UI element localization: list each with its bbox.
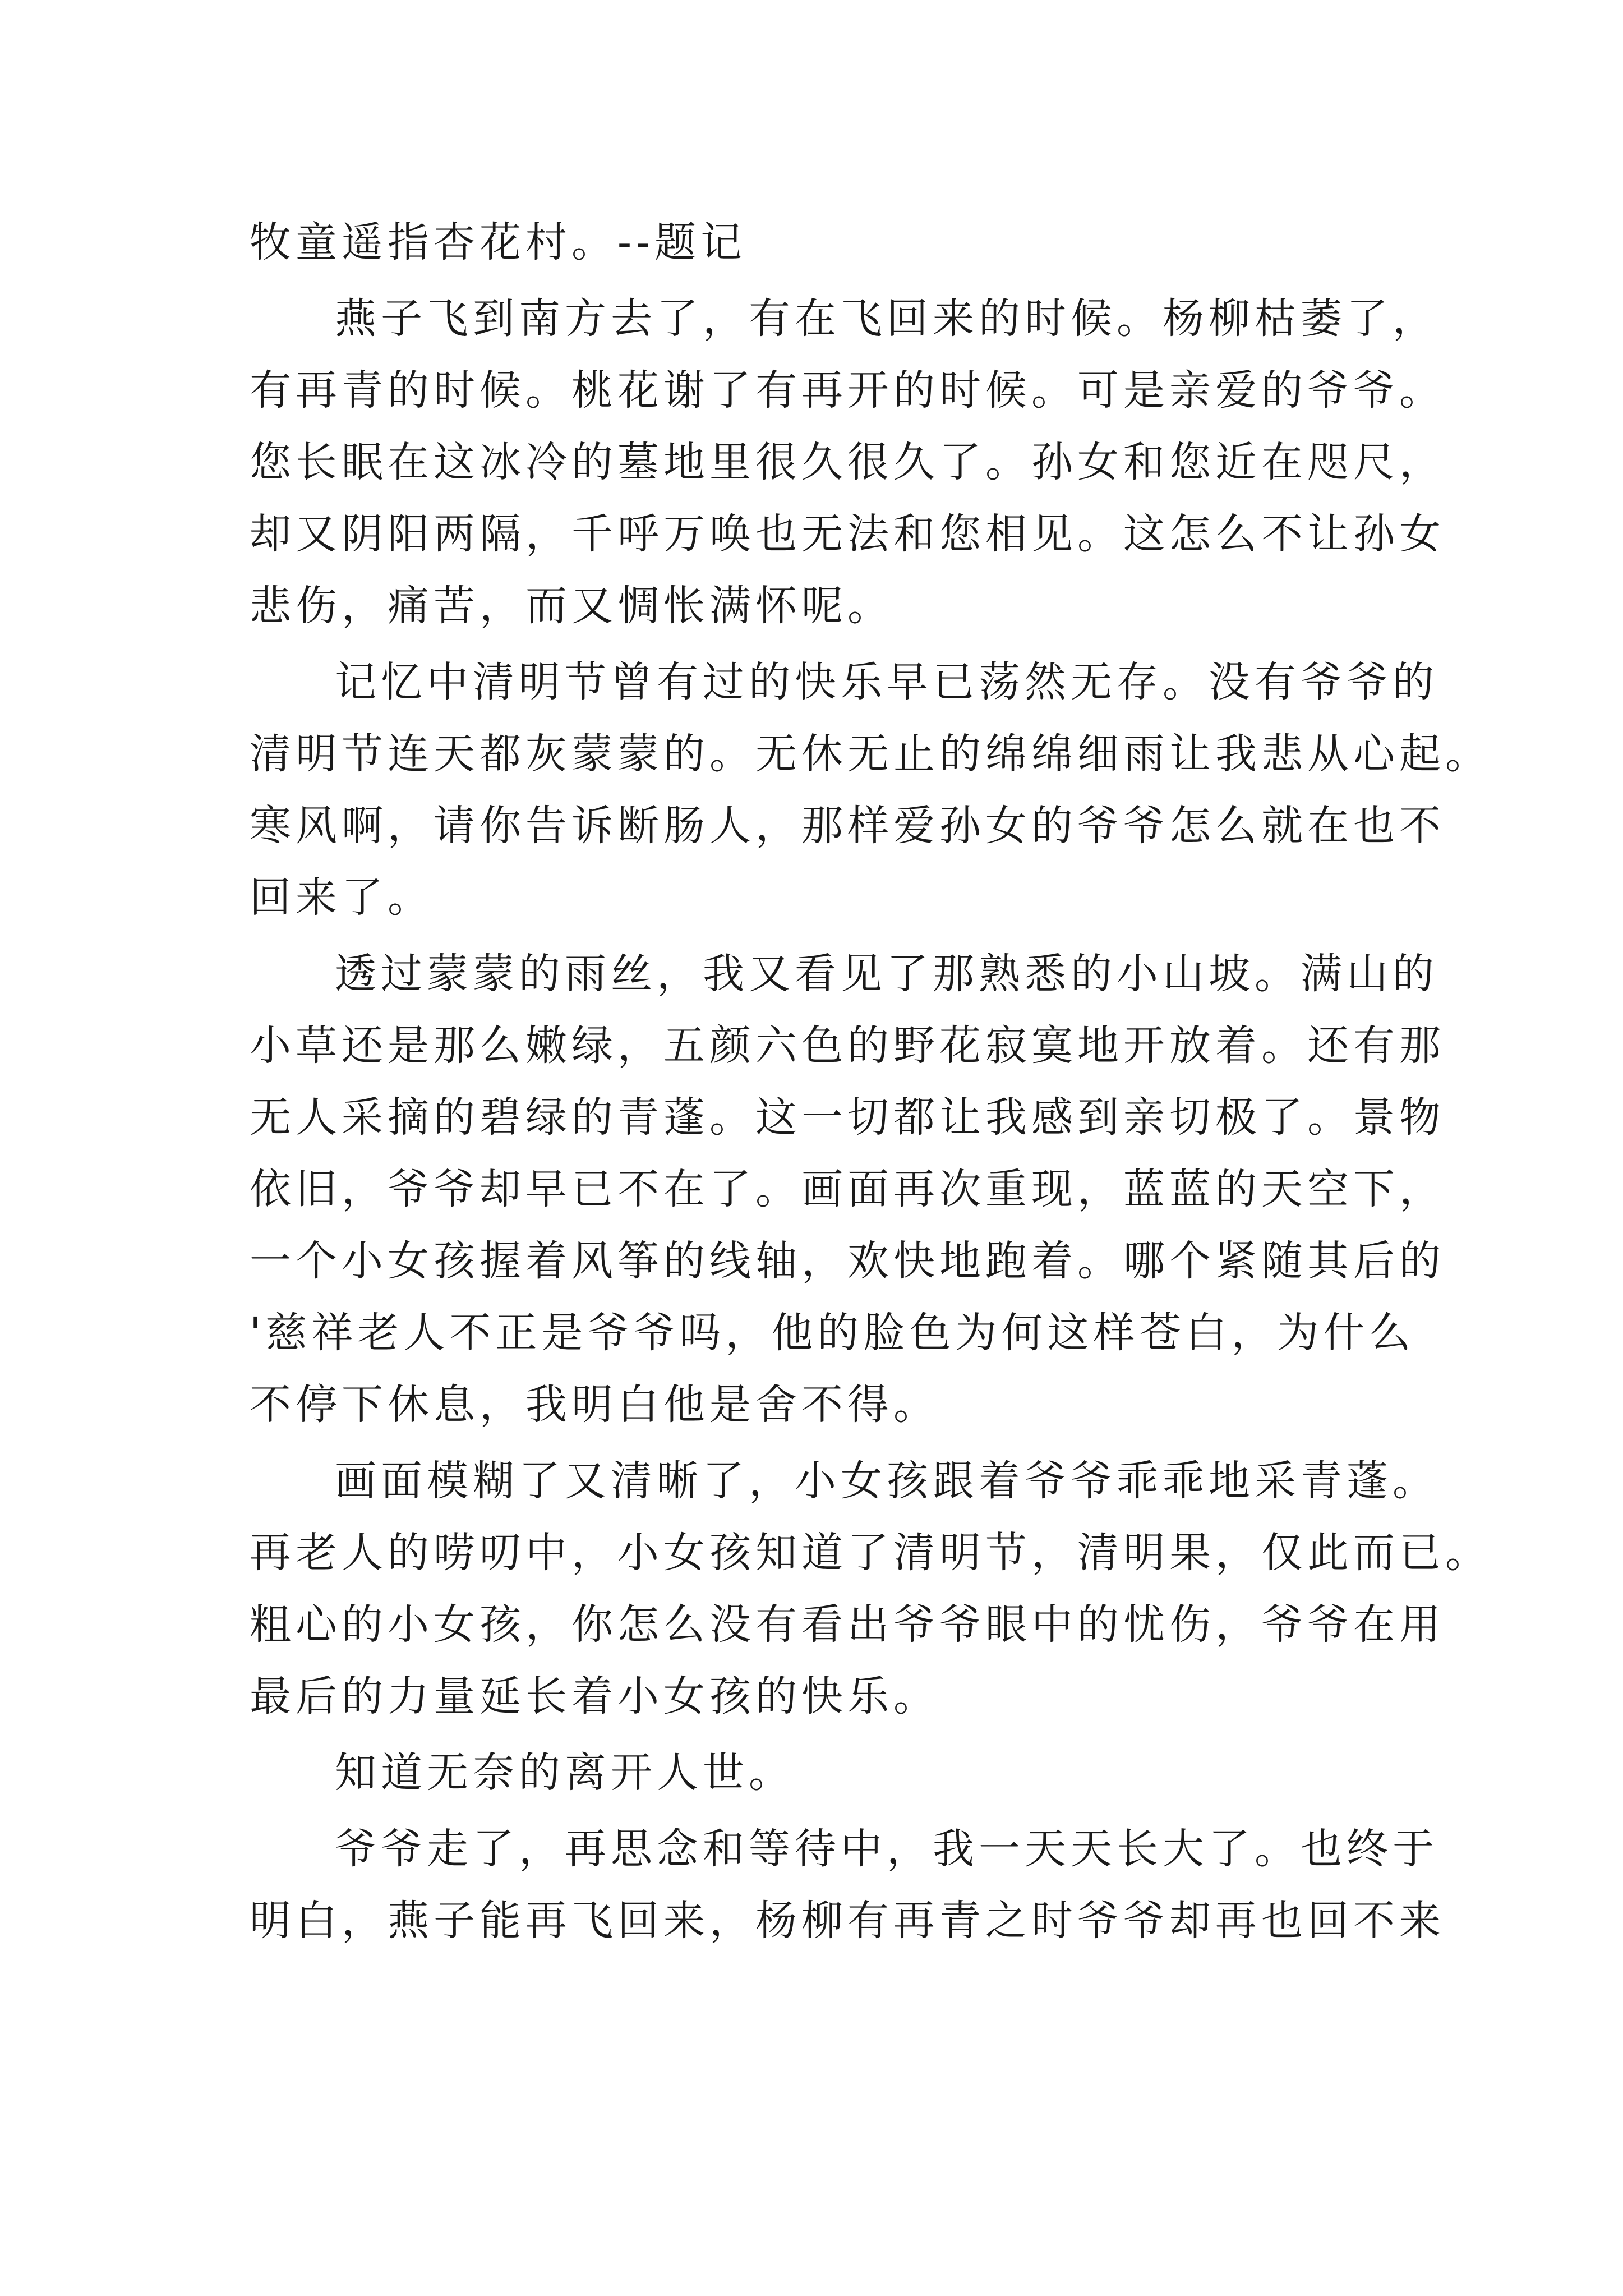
text-line: 清明节连天都灰蒙蒙的。无休无止的绵绵细雨让我悲从心起。 (250, 730, 1491, 778)
text-line: 透过蒙蒙的雨丝，我又看见了那熟悉的小山坡。满山的 (335, 950, 1438, 998)
text-line: 再老人的唠叨中，小女孩知道了清明节，清明果，仅此而已。 (250, 1529, 1491, 1577)
text-line: 燕子飞到南方去了，有在飞回来的时候。杨柳枯萎了， (335, 295, 1438, 343)
text-line: 粗心的小女孩，你怎么没有看出爷爷眼中的忧伤，爷爷在用 (250, 1600, 1445, 1649)
text-line: 不停下休息，我明白他是舍不得。 (250, 1381, 939, 1429)
text-line: 知道无奈的离开人世。 (335, 1749, 795, 1797)
text-line: 画面模糊了又清晰了，小女孩跟着爷爷乖乖地采青蓬。 (335, 1457, 1438, 1505)
text-line: 您长眠在这冰冷的墓地里很久很久了。孙女和您近在咫尺， (250, 438, 1445, 486)
text-line: 寒风啊，请你告诉断肠人，那样爱孙女的爷爷怎么就在也不 (250, 802, 1445, 850)
text-line: 爷爷走了，再思念和等待中，我一天天长大了。也终于 (335, 1825, 1438, 1873)
text-line: 最后的力量延长着小女孩的快乐。 (250, 1672, 939, 1720)
text-line: 悲伤，痛苦，而又惆怅满怀呢。 (250, 582, 893, 630)
text-line: '慈祥老人不正是爷爷吗，他的脸色为何这样苍白，为什么 (250, 1309, 1415, 1357)
text-line: 却又阴阳两隔，千呼万唤也无法和您相见。这怎么不让孙女 (250, 510, 1445, 558)
text-line: 有再青的时候。桃花谢了有再开的时候。可是亲爱的爷爷。 (250, 366, 1445, 415)
text-line: 回来了。 (250, 873, 434, 922)
text-line: 依旧，爷爷却早已不在了。画面再次重现，蓝蓝的天空下， (250, 1165, 1445, 1213)
text-line: 小草还是那么嫩绿，五颜六色的野花寂寞地开放着。还有那 (250, 1022, 1445, 1070)
text-line: 记忆中清明节曾有过的快乐早已荡然无存。没有爷爷的 (335, 658, 1438, 706)
text-line: 明白，燕子能再飞回来，杨柳有再青之时爷爷却再也回不来 (250, 1897, 1445, 1945)
text-line: 一个小女孩握着风筝的线轴，欢快地跑着。哪个紧随其后的 (250, 1237, 1445, 1285)
text-line: 无人采摘的碧绿的青蓬。这一切都让我感到亲切极了。景物 (250, 1093, 1445, 1142)
text-line: 牧童遥指杏花村。--题记 (250, 218, 747, 266)
